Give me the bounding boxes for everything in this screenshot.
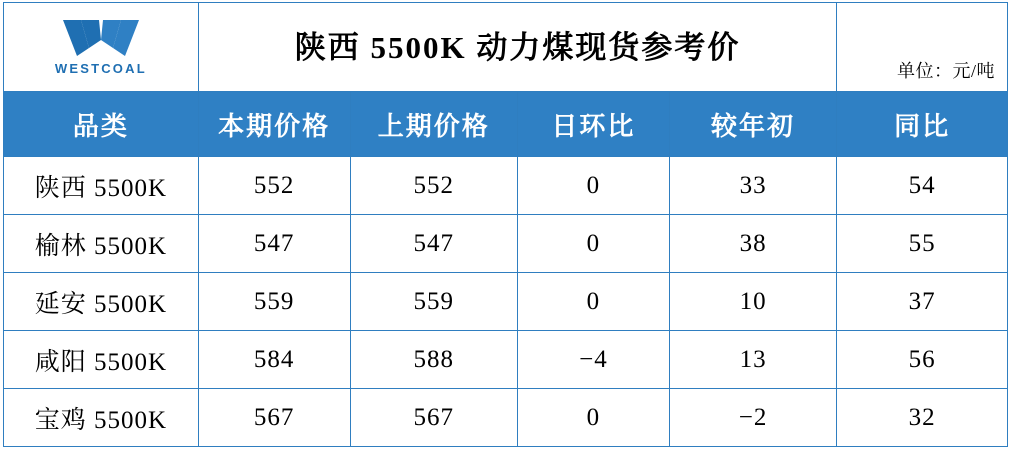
column-header-day-change: 日环比: [518, 92, 670, 157]
cell-ytd-change: 33: [669, 157, 837, 215]
table-row: [4, 215, 1008, 273]
table-row: [4, 389, 1008, 447]
logo-wordmark: WESTCOAL: [54, 61, 147, 76]
cell-ytd-change: 10: [669, 273, 837, 331]
column-header-current-price: 本期价格: [198, 92, 350, 157]
column-header-yoy-change: 同比: [837, 92, 1008, 157]
title-row: [4, 3, 1008, 92]
column-header-category: 品类: [4, 92, 199, 157]
cell-previous-price: 547: [350, 215, 518, 273]
title-cell: [198, 3, 837, 92]
cell-previous-price: 588: [350, 331, 518, 389]
cell-yoy-change: 55: [837, 215, 1008, 273]
column-header-previous-price: 上期价格: [350, 92, 518, 157]
cell-day-change: 0: [518, 215, 670, 273]
cell-previous-price: 552: [350, 157, 518, 215]
table-row: [4, 273, 1008, 331]
page-title: 陕西 5500K 动力煤现货参考价: [294, 29, 741, 65]
price-table-sheet: [0, 2, 1011, 453]
cell-current-price: 559: [198, 273, 350, 331]
cell-current-price: 567: [198, 389, 350, 447]
coal-price-table: [3, 2, 1008, 447]
cell-day-change: −4: [518, 331, 670, 389]
table-header-row: [4, 92, 1008, 157]
cell-ytd-change: −2: [669, 389, 837, 447]
cell-ytd-change: 38: [669, 215, 837, 273]
logo-cell: [4, 3, 199, 92]
cell-previous-price: 559: [350, 273, 518, 331]
cell-current-price: 552: [198, 157, 350, 215]
table-row: [4, 157, 1008, 215]
cell-category: 咸阳 5500K: [4, 331, 199, 389]
unit-note: 单位：元/吨: [896, 61, 995, 81]
cell-category: 延安 5500K: [4, 273, 199, 331]
cell-previous-price: 567: [350, 389, 518, 447]
cell-yoy-change: 37: [837, 273, 1008, 331]
cell-ytd-change: 13: [669, 331, 837, 389]
cell-category: 榆林 5500K: [4, 215, 199, 273]
cell-yoy-change: 54: [837, 157, 1008, 215]
cell-category: 宝鸡 5500K: [4, 389, 199, 447]
cell-current-price: 547: [198, 215, 350, 273]
cell-yoy-change: 56: [837, 331, 1008, 389]
cell-yoy-change: 32: [837, 389, 1008, 447]
w-shape-logo-icon: [61, 18, 141, 58]
cell-current-price: 584: [198, 331, 350, 389]
cell-day-change: 0: [518, 273, 670, 331]
table-row: [4, 331, 1008, 389]
unit-cell: [837, 3, 1008, 92]
cell-category: 陕西 5500K: [4, 157, 199, 215]
column-header-ytd-change: 较年初: [669, 92, 837, 157]
cell-day-change: 0: [518, 389, 670, 447]
cell-day-change: 0: [518, 157, 670, 215]
